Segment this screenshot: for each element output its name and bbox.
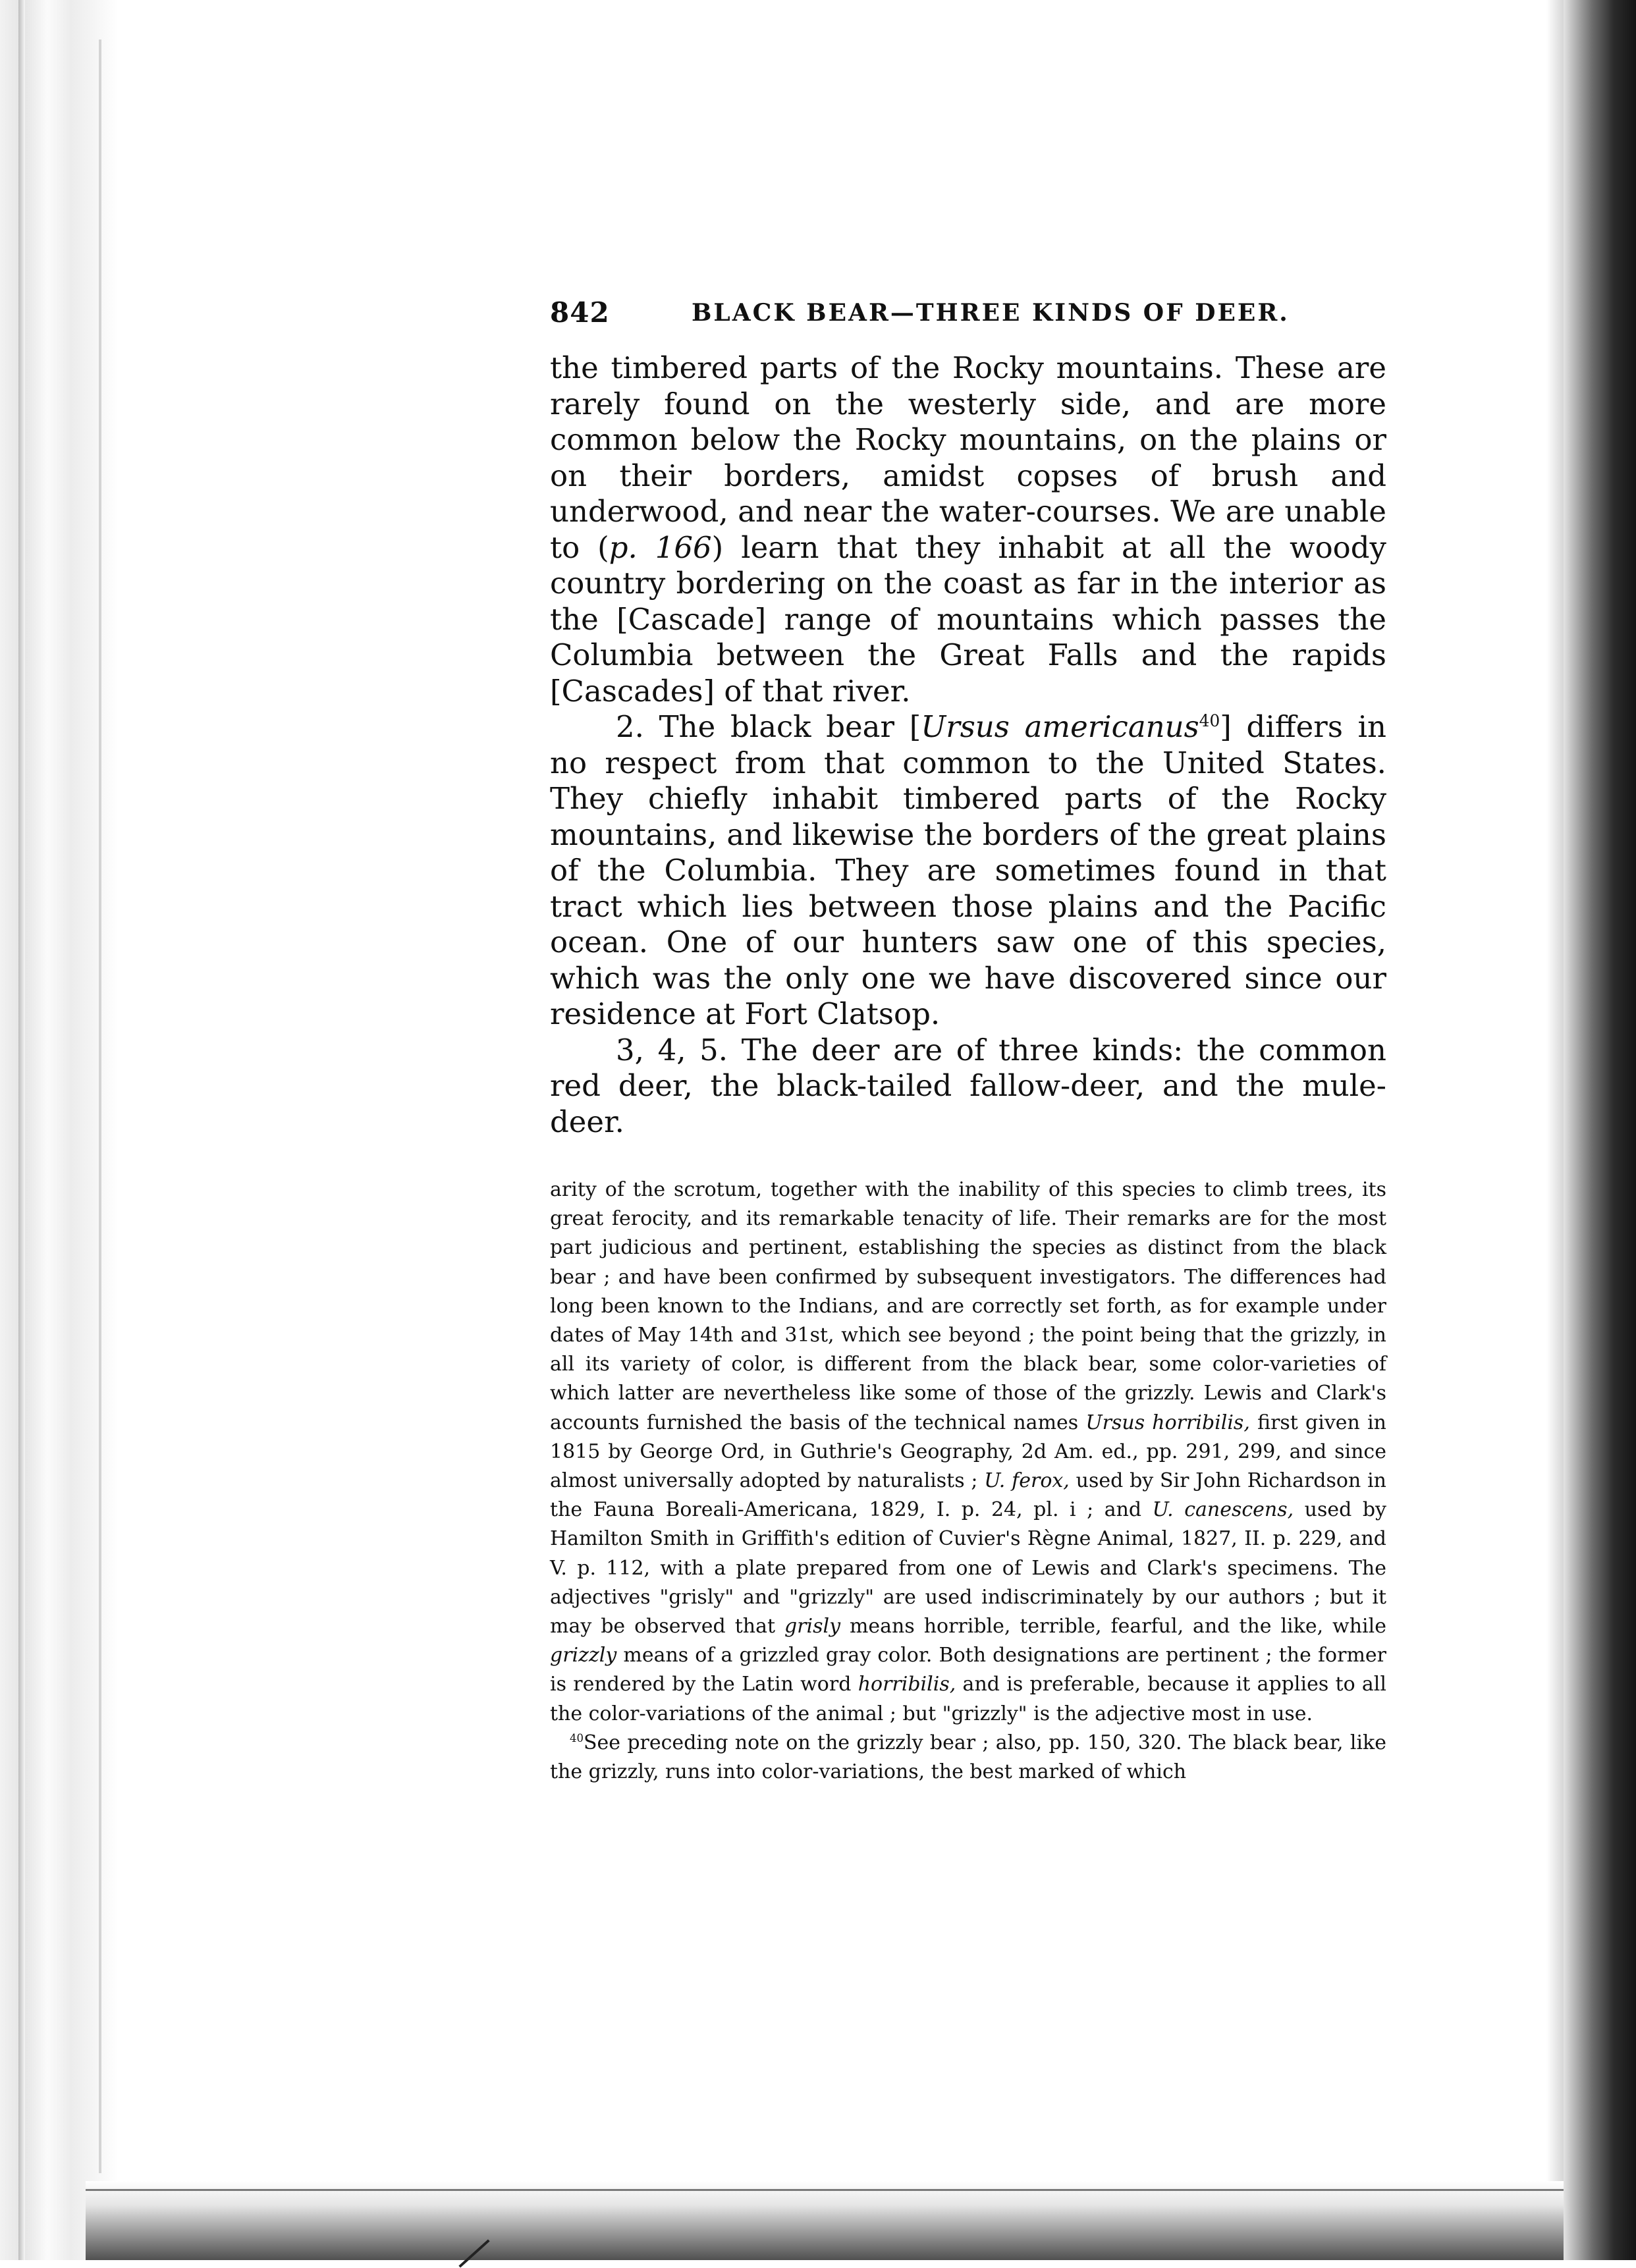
footnote-39-continued: arity of the scrotum, together with the inability of this species to climb trees, its great ferocity, and its remarkable tenacity of life. Their remarks are for the most part judicious and pertinent, establishing the species as distinct from the black bear ; and have been confirmed by subsequent investigators. The differences had long been known to the Indians, and are correctly set forth, as for example under dates of May 14th and 31st, which see beyond ; the point being that the grizzly, in all its variety of color, is different from the black bear, some color-varieties of which latter are nevertheless like some of those of the grizzly. Lewis and Clark's accounts furnished the basis of the technical names Ursus horribilis, first given in 1815 by George Ord, in Guthrie's Geography, 2d Am. ed., pp. 291, 299, and since almost universally adopted by naturalists ; U. ferox, used by Sir John Richardson in the Fauna Boreali-Americana, 1829, I. p. 24, pl. i ; and U. canescens, used by Hamilton Smith in Griffith's edition of Cuvier's Règne Animal, 1827, II. p. 229, and V. p. 112, with a plate prepared from one of Lewis and Clark's specimens. The adjectives "grisly" and "grizzly" are used indiscriminately by our authors ; but it may be observed that grisly means horrible, terrible, fearful, and the like, while grizzly means of a grizzled gray color. Both designations are pertinent ; the former is rendered by the Latin word horribilis, and is preferable, because it applies to all the color-variations of the animal ; but "grizzly" is the adjective most in use. bbox=[550, 1178, 1386, 1725]
paragraph-3: 3, 4, 5. The deer are of three kinds: the common red deer, the black-tailed fallow-deer, and the mule-deer. bbox=[550, 1032, 1386, 1139]
species-name: Ursus americanus bbox=[921, 709, 1199, 744]
page-number: 842 bbox=[550, 296, 610, 329]
footnote-40: $^{40}$See preceding note on the grizzly bear ; also, pp. 150, 320. The black bear, like the grizzly, runs into color-variations, the best marked of which bbox=[550, 1731, 1386, 1784]
book-binding-left-edge bbox=[0, 0, 119, 2260]
footnotes bbox=[550, 1175, 1386, 1787]
paragraph-2: 2. The black bear [Ursus americanus$^{40}$] differs in no respect from that common to the United States. They chiefly inhabit timbered parts of the Rocky mountains, and likewise the borders of the great plains of the Columbia. They are sometimes found in that tract which lies between those plains and the Pacific ocean. One of our hunters saw one of this species, which was the only one we have discovered since our residence at Fort Clatsop. bbox=[550, 709, 1387, 1031]
page-reference: p. 166 bbox=[609, 529, 712, 565]
paragraph-1: the timbered parts of the Rocky mountains. These are rarely found on the westerly side, and are more common below the Rocky mountains, on the plains or on their borders, amidst copses of brush and underwood, and near the water-courses. We are unable to (p. 166) learn that they inhabit at all the woody country bordering on the coast as far in the interior as the [Cascade] range of mountains which passes the Columbia between the Great Falls and the rapids [Cascades] of that river. bbox=[550, 350, 1386, 709]
book-page bbox=[550, 290, 1386, 1787]
main-text bbox=[550, 350, 1386, 1140]
page-right-margin-shadow bbox=[1546, 0, 1564, 2260]
book-bottom-edge bbox=[86, 2181, 1564, 2260]
running-title: BLACK BEAR—THREE KINDS OF DEER. bbox=[692, 299, 1290, 327]
book-right-edge bbox=[1564, 0, 1636, 2260]
footnote-marker-40: 40 bbox=[570, 1731, 584, 1744]
running-head bbox=[550, 290, 1386, 356]
footnote-ref-40: 40 bbox=[1199, 711, 1220, 730]
